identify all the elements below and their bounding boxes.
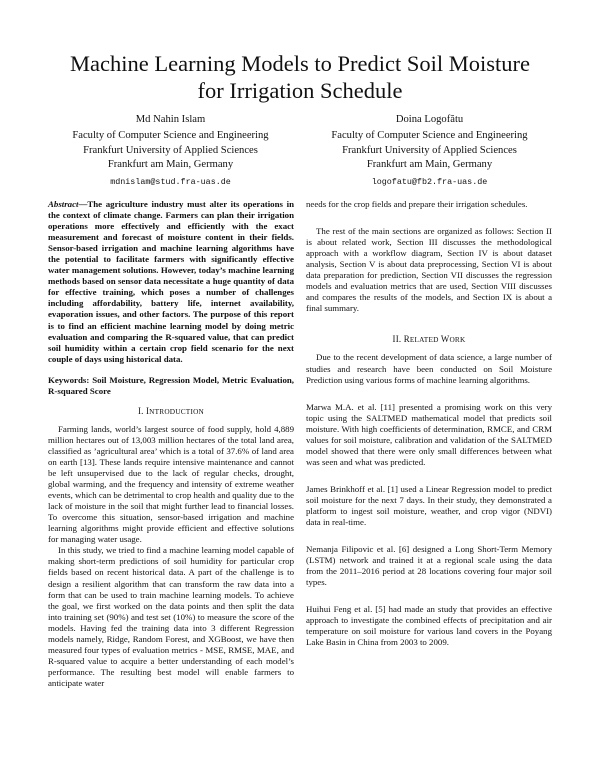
author-department: Faculty of Computer Science and Engineering (72, 130, 269, 142)
abstract (48, 199, 294, 365)
related-paragraph-4: Nemanja Filipovic et al. [6] designed a Long Short-Term Memory (LSTM) network and trained it at a regional scale using the data from the 2011–2016 period at 28 locations covering four major soil types. (306, 544, 552, 588)
related-paragraph-3: James Brinkhoff et al. [1] used a Linear Regression model to predict soil moisture for the next 7 days. In their study, they demonstrated a platform to ingest soil moisture, weather, and crop vigor (NDVI) data in real-time. (306, 483, 552, 528)
abstract-text: —The agriculture industry must alter its operations in the context of climate change. Farmers can plan their irrigation operations more effectively and efficiently with the exact measurement and forecast of moisture content in their fields. Sensor-based irrigation and machine learning algorithms have the potential to facilitate farmers with significantly effective water management solutions. However, today’s machine learning methods based on sensor data necessitate a huge quantity of data for effective training, which poses a number of challenges including affordability, battery life, internet availability, evaporation issues, and other factors. The purpose of this report is to find an efficient machine learning model by doing metric evaluation and comparing the R-squared value, that can predict soil humidity within a certain crop field scenario for the next couple of days using historical data. (48, 199, 294, 364)
left-column (48, 199, 294, 689)
author-university: Frankfurt University of Applied Sciences (342, 144, 517, 156)
related-paragraph-5: Huihui Feng et al. [5] had made an study that provides an effective approach to investigate the combined effects of precipitation and air temperature on soil moisture for various land covers in the Poyang Lake Basin in China from 2003 to 2009. (306, 604, 552, 648)
author-email: mdnislam@stud.fra-uas.de (110, 176, 231, 187)
author-city: Frankfurt am Main, Germany (366, 159, 493, 171)
author-block-1 (48, 113, 293, 189)
author-block-2 (307, 113, 552, 189)
keywords: Keywords: Soil Moisture, Regression Model, Metric Evaluation, R-squared Score (48, 374, 294, 396)
title-line-1: Machine Learning Models to Predict Soil Moisture (70, 51, 530, 76)
intro-paragraph-2: In this study, we tried to find a machine learning model capable of making short-term predictions of soil humidity for particular crop fields based on recent historical data. A part of the challenge is to design a resilient algorithm that can transform the raw data into a form that can be used to train machine learning models. To achieve the goal, we first worked on the data points and then split the data into training set (90%) and test set (10%) to measure the score of the models. Having fed the training data into 3 different Regression models namely, Ridge, Random Forest, and XGBoost, we have then measured four types of evaluation metrics - MSE, RMSE, MAE, and R-squared value to acquire a better understanding of each model’s performance. The resulting best model will enable farmers to anticipate water (48, 545, 294, 688)
section-heading-introduction: I. INTRODUCTION (137, 405, 205, 416)
related-paragraph-1: Due to the recent development of data science, a large number of studies and research have been conducted on Soil Moisture Prediction using various forms of machine learning algorithms. (306, 352, 552, 385)
related-paragraph-2: Marwa M.A. et al. [11] presented a promising work on this very topic using the SALTMED mathematical model that predicts soil moisture. With high coefficients of determination, RMCE, and CRM values for soil moisture, calibration and validation of the SALTMED model showed that there were only small differences between what was seen and what was predicted. (306, 401, 552, 467)
author-name: Doina Logofătu (395, 114, 464, 125)
author-email: logofatu@fb2.fra-uas.de (371, 176, 488, 187)
intro-paragraph-3: The rest of the main sections are organized as follows: Section II is about related work, Section III discusses the methodological approach with a workflow diagram, Section IV is about dataset analysis, Section V is about data preprocessing, Section VI is about data preparation for prediction, Section VII discusses the regression models and evaluation metrics that are used, Section VIII discusses and compares the results of the models, and Section IX is about a final summary. (306, 226, 552, 314)
title-line-2: for Irrigation Schedule (197, 78, 403, 103)
intro-paragraph-1: Farming lands, world’s largest source of food supply, hold 4,889 million hectares out of 13,003 million hectares of the total land area, classified as ’agricultural area’ which is a total of 37.6% of land area on earth [13]. These lands require intensive maintenance and cannot be left unsupervised due to the lack of regular checks, drought, global warming, and the frequency and intensity of extreme weather events, which can be detrimental to crop health and quality due to the lack of moisture in the soil that might further lead to financial losses. To overcome this situation, sensor-based irrigation and machine learning algorithms might provide efficient and effective solutions for managing water usage. (48, 423, 294, 545)
author-university: Frankfurt University of Applied Sciences (83, 144, 258, 156)
paper-title (40, 50, 560, 104)
author-department: Faculty of Computer Science and Engineering (331, 130, 528, 142)
right-column (306, 199, 552, 648)
intro-paragraph-2-continued: needs for the crop fields and prepare their irrigation schedules. (306, 199, 528, 209)
abstract-lead: Abstract (48, 199, 79, 209)
section-heading-related-work: II. RELATED WORK (392, 334, 466, 345)
author-city: Frankfurt am Main, Germany (107, 159, 234, 171)
author-name: Md Nahin Islam (135, 114, 206, 125)
